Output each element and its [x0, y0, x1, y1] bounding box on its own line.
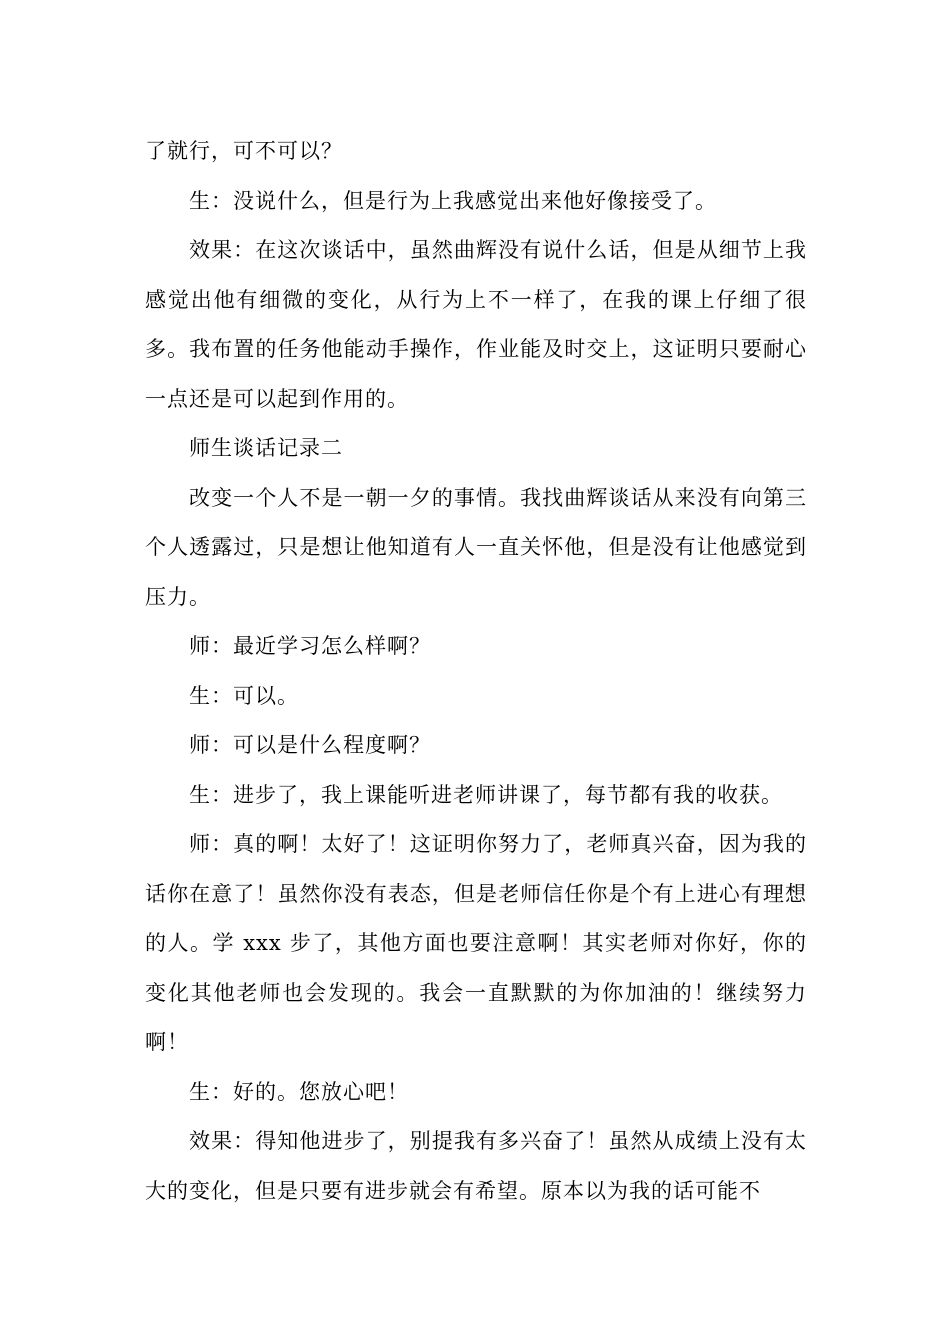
document-body	[145, 127, 807, 1216]
paragraph-intro-record-2: 改变一个人不是一朝一夕的事情。我找曲辉谈话从来没有向第三个人透露过，只是想让他知道有人一直关怀他，但是没有让他感觉到压力。	[145, 485, 807, 609]
paragraph-effect-1: 效果：在这次谈话中，虽然曲辉没有说什么话，但是从细节上我感觉出他有细微的变化，从行为上不一样了，在我的课上仔细了很多。我布置的任务他能动手操作，作业能及时交上，这证明只要耐心一点还是可以起到作用的。	[145, 238, 807, 411]
paragraph-student-reply-3: 生：进步了，我上课能听进老师讲课了，每节都有我的收获。	[189, 782, 783, 807]
paragraph-effect-2: 效果：得知他进步了，别提我有多兴奋了！虽然从成绩上没有太大的变化，但是只要有进步就会有希望。原本以为我的话可能不	[145, 1129, 807, 1203]
section-heading-record-2: 师生谈话记录二	[189, 436, 343, 460]
paragraph-student-reply-2: 生：可以。	[189, 683, 299, 708]
paragraph-student-reply-4: 生：好的。您放心吧！	[189, 1079, 409, 1104]
paragraph-teacher-question-1: 师：最近学习怎么样啊？	[189, 634, 431, 658]
paragraph-student-reply-1: 生：没说什么，但是行为上我感觉出来他好像接受了。	[189, 188, 717, 213]
paragraph-teacher-encouragement: 师：真的啊！太好了！这证明你努力了，老师真兴奋，因为我的话你在意了！虽然你没有表态，但是老师信任你是个有上进心有理想的人。学 xxx 步了，其他方面也要注意啊！其实老师对你好，你的变化其他老师也会发现的。我会一直默默的为你加油的！继续努力啊！	[145, 832, 807, 1054]
paragraph-teacher-question-2: 师：可以是什么程度啊？	[189, 733, 431, 757]
paragraph-continuation: 了就行，可不可以？	[145, 139, 343, 163]
